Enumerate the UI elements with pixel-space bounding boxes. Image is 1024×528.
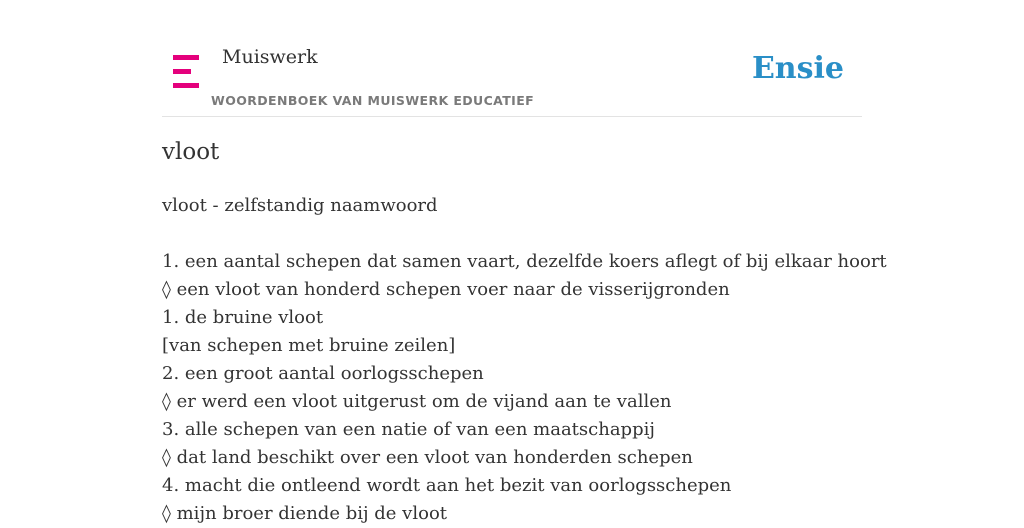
brand-name-link[interactable]: Muiswerk bbox=[222, 46, 318, 68]
definition-line bbox=[162, 220, 882, 248]
definition-line: ◊ er werd een vloot uitgerust om de vijand aan te vallen bbox=[162, 391, 672, 412]
definition-line: 4. macht die ontleend wordt aan het bezit van oorlogsschepen bbox=[162, 475, 732, 496]
definition-line: [van schepen met bruine zeilen] bbox=[162, 335, 456, 356]
definition-line: 1. de bruine vloot bbox=[162, 307, 324, 328]
logo-bar-bottom bbox=[173, 83, 199, 88]
definition-line: 3. alle schepen van een natie of van een maatschappij bbox=[162, 419, 655, 440]
logo-bar-top bbox=[173, 55, 199, 60]
definition-body bbox=[162, 192, 887, 528]
entry-title: vloot bbox=[162, 139, 220, 165]
definition-line: ◊ mijn broer diende bij de vloot bbox=[162, 503, 448, 524]
brand-subtitle: WOORDENBOEK VAN MUISWERK EDUCATIEF bbox=[211, 93, 535, 108]
header bbox=[162, 0, 862, 117]
definition-line: vloot - zelfstandig naamwoord bbox=[162, 195, 438, 216]
definition-line: ◊ dat land beschikt over een vloot van honderden schepen bbox=[162, 447, 693, 468]
definition-line: ◊ een vloot van honderd schepen voer naar de visserijgronden bbox=[162, 279, 730, 300]
definition-line: 1. een aantal schepen dat samen vaart, dezelfde koers aflegt of bij elkaar hoort bbox=[162, 251, 887, 272]
logo-bar-middle bbox=[173, 69, 191, 74]
muiswerk-logo-icon[interactable] bbox=[173, 55, 201, 88]
ensie-logo-link[interactable]: Ensie bbox=[751, 51, 844, 86]
definition-line: 2. een groot aantal oorlogsschepen bbox=[162, 363, 484, 384]
